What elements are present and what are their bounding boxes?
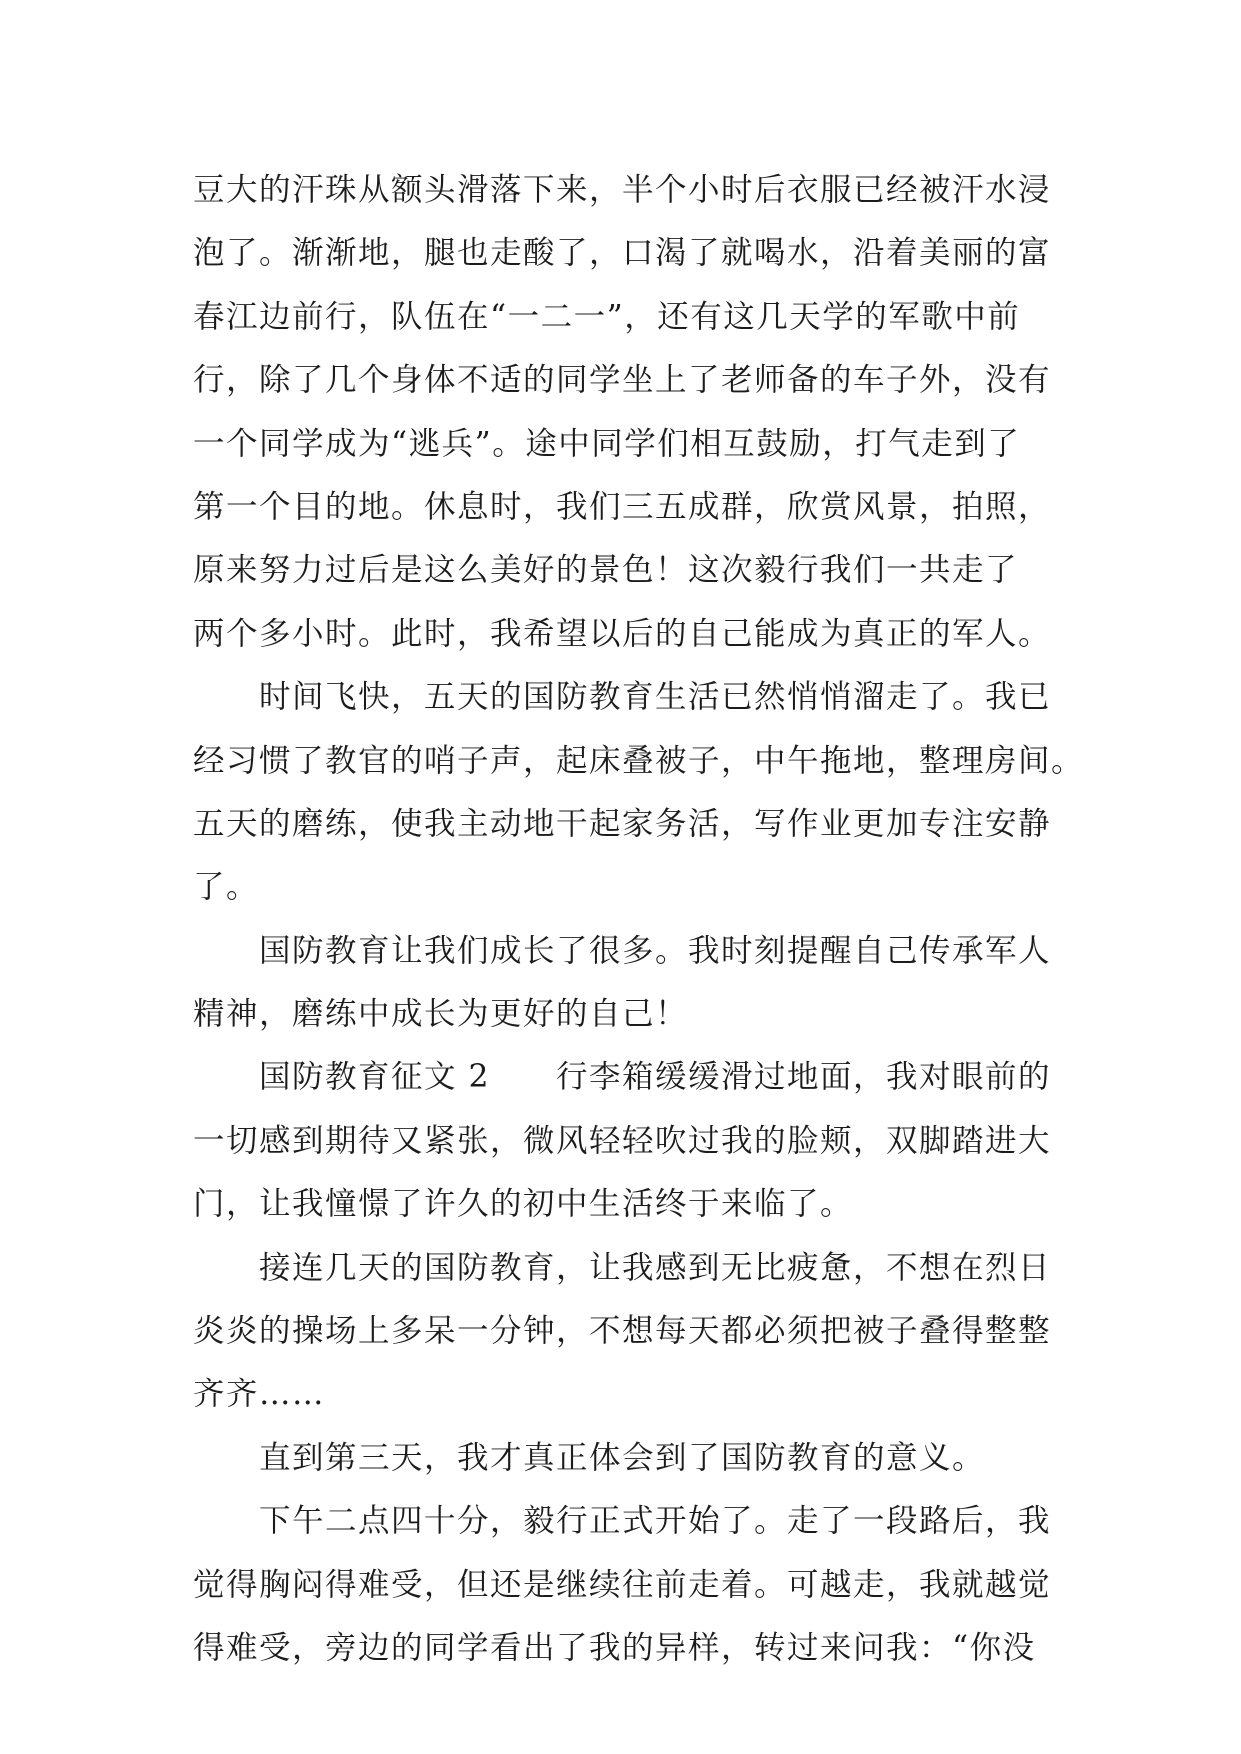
text-line-7: 原来努力过后是这么美好的景色！这次毅行我们一共走了 [193,552,1019,589]
text-line-13: 国防教育让我们成长了很多。我时刻提醒自己传承军人 [193,932,1052,969]
text-line-14: 精神，磨练中成长为更好的自己！ [193,996,689,1033]
text-line-3: 春江边前行，队伍在“一二一”，还有这几天学的军歌中前 [193,298,1021,335]
text-line-19: 炎炎的操场上多呆一分钟，不想每天都必须把被子叠得整整 [193,1313,1052,1350]
text-line-12: 了。 [193,869,260,906]
text-line-20: 齐齐…… [193,1376,326,1413]
text-line-1: 豆大的汗珠从额头滑落下来，半个小时后衣服已经被汗水浸 [193,172,1052,208]
text-line-11: 五天的磨练，使我主动地干起家务活，写作业更加专注安静 [193,805,1052,842]
text-line-5: 一个同学成为“逃兵”。途中同学们相互鼓励，打气走到了 [193,425,1021,462]
text-line-8: 两个多小时。此时，我希望以后的自己能成为真正的军人。 [193,615,1052,652]
text-line-23: 觉得胸闷得难受，但还是继续往前走着。可越走，我就越觉 [193,1566,1052,1603]
text-line-6: 第一个目的地。休息时，我们三五成群，欣赏风景，拍照， [193,488,1052,525]
text-line-4: 行，除了几个身体不适的同学坐上了老师备的车子外，没有 [193,362,1052,399]
text-line-18: 接连几天的国防教育，让我感到无比疲惫，不想在烈日 [193,1249,1052,1286]
essay-text [193,159,1085,1680]
text-line-22: 下午二点四十分，毅行正式开始了。走了一段路后，我 [193,1503,1052,1540]
text-line-10: 经习惯了教官的哨子声，起床叠被子，中午拖地，整理房间。 [193,742,1085,779]
text-line-2: 泡了。渐渐地，腿也走酸了，口渴了就喝水，沿着美丽的富 [193,235,1052,272]
text-line-21: 直到第三天，我才真正体会到了国防教育的意义。 [193,1439,986,1476]
text-line-9: 时间飞快，五天的国防教育生活已然悄悄溜走了。我已 [193,679,1052,716]
text-line-15: 国防教育征文 2 行李箱缓缓滑过地面，我对眼前的 [193,1059,1052,1096]
text-line-24: 得难受，旁边的同学看出了我的异样，转过来问我：“你没 [193,1629,1036,1666]
text-line-17: 门，让我憧憬了许久的初中生活终于来临了。 [193,1186,854,1223]
text-line-16: 一切感到期待又紧张，微风轻轻吹过我的脸颊，双脚踏进大 [193,1122,1052,1159]
